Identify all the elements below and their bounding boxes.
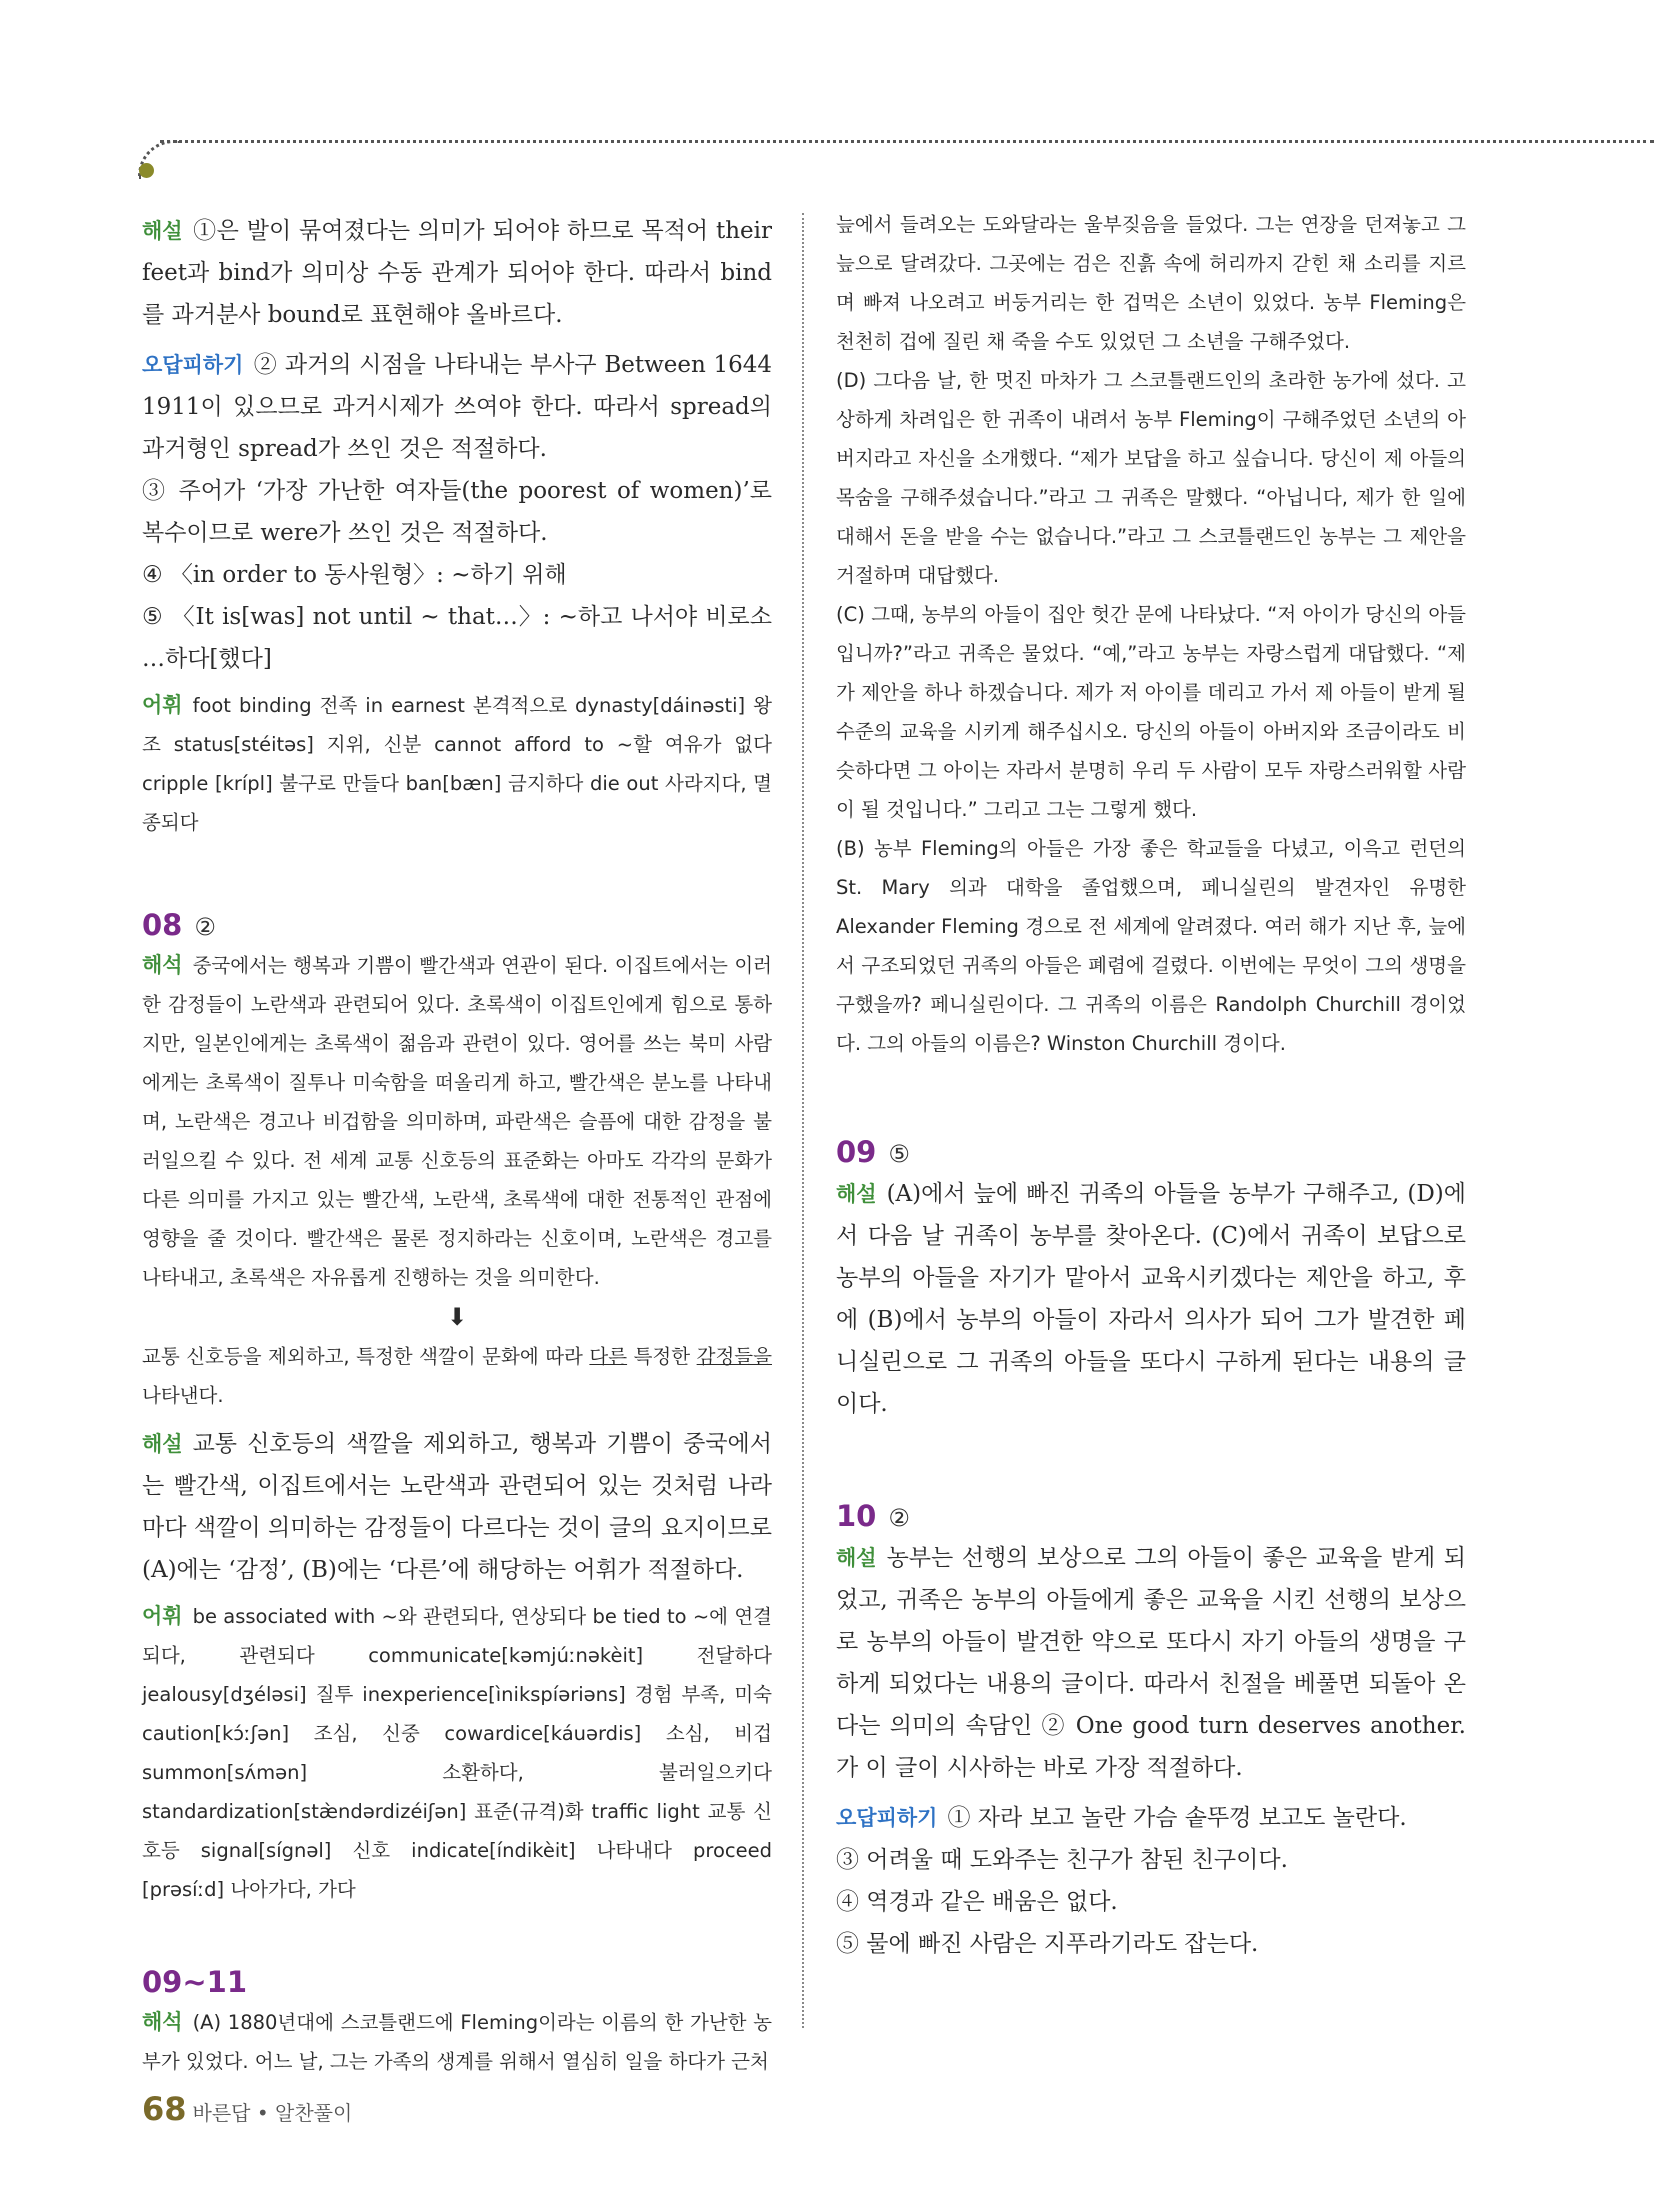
- question-answer: ②: [194, 913, 216, 941]
- explanation-paragraph: [836, 1173, 1466, 1425]
- question-10-heading: [836, 1499, 1466, 1533]
- explanation-text: 교통 신호등의 색깔을 제외하고, 행복과 기쁨이 중국에서는 빨간색, 이집트에서는 노란색과 관련되어 있는 것처럼 나라마다 색깔이 의미하는 감정들이 다르다는 것이 글의 요지이므로 (A)에는 ‘감정’, (B)에는 ‘다른’에 해당하는 어휘가 적절하다.: [142, 1431, 772, 1583]
- summary-text-a: 교통 신호등을 제외하고, 특정한 색깔이 문화에 따라: [142, 1345, 590, 1368]
- explanation-paragraph: [142, 1423, 772, 1591]
- summary-blank-b: 다른: [589, 1345, 628, 1368]
- header-dotted-line: [160, 140, 1654, 143]
- explanation-text: 농부는 선행의 보상으로 그의 아들이 좋은 교육을 받게 되었고, 귀족은 농부의 아들에게 좋은 교육을 시킨 선행의 보상으로 농부의 아들이 발견한 약으로 또다시 자기 아들의 생명을 구하게 되었다는 내용의 글이다. 따라서 친절을 베풀면 되돌아 온다는 의미의 속담인 ② One good turn deserves another.가 이 글이 시사하는 바로 가장 적절하다.: [836, 1545, 1466, 1781]
- vocabulary-label: 어휘: [142, 1604, 183, 1628]
- summary-sentence: [142, 1337, 772, 1415]
- explanation-label: 해설: [142, 219, 183, 243]
- question-answer: ②: [888, 1504, 910, 1532]
- translation-paragraph: [142, 946, 772, 1297]
- wrong-answer-paragraph: [836, 1797, 1466, 1839]
- explanation-text: (A)에서 늪에 빠진 귀족의 아들을 농부가 구해주고, (D)에서 다음 날 귀족이 농부를 찾아온다. (C)에서 귀족이 보답으로 농부의 아들을 자기가 맡아서 교육시키겠다는 제안을 하고, 후에 (B)에서 농부의 아들이 자라서 의사가 되어 그가 발견한 페니실린으로 그 귀족의 아들을 또다시 구하게 된다는 내용의 글이다.: [836, 1181, 1466, 1417]
- question-number: 09~11: [142, 1965, 248, 1999]
- down-arrow-icon: ⬇: [446, 1303, 468, 1331]
- translation-part-b: (B) 농부 Fleming의 아들은 가장 좋은 학교들을 다녔고, 이윽고 런던의 St. Mary 의과 대학을 졸업했으며, 페니실린의 발견자인 유명한 Alexander Fleming 경으로 전 세계에 알려졌다. 여러 해가 지난 후, 늪에서 구조되었던 귀족의 아들은 폐렴에 걸렸다. 이번에는 무엇이 그의 생명을 구했을까? 페니실린이다. 그 귀족의 이름은 Randolph Churchill 경이었다. 그의 아들의 이름은? Winston Churchill 경이다.: [836, 837, 1466, 1055]
- translation-part-d: (D) 그다음 날, 한 멋진 마차가 그 스코틀랜드인의 초라한 농가에 섰다. 고상하게 차려입은 한 귀족이 내려서 농부 Fleming이 구해주었던 소년의 아버지라고 자신을 소개했다. “제가 보답을 하고 싶습니다. 당신이 제 아들의 목숨을 구해주셨습니다.”라고 그 귀족은 말했다. “아닙니다, 제가 한 일에 대해서 돈을 받을 수는 없습니다.”라고 그 스코틀랜드인 농부는 그 제안을 거절하며 대답했다.: [836, 369, 1466, 587]
- note-4: ④ 〈in order to 동사원형〉: ~하기 위해: [142, 562, 567, 588]
- header-dot-decoration: [139, 163, 154, 178]
- wrong-answer-paragraph: [142, 344, 772, 470]
- book-title: 바른답 • 알찬풀이: [192, 2101, 353, 2125]
- page-number: 68: [142, 2090, 187, 2128]
- question-08-heading: [142, 908, 772, 942]
- translation-part-c: (C) 그때, 농부의 아들이 집안 헛간 문에 나타났다. “저 아이가 당신의 아들입니까?”라고 귀족은 물었다. “예,”라고 농부는 자랑스럽게 대답했다. “제가 제안을 하나 하겠습니다. 제가 저 아이를 데리고 가서 제 아들이 받게 될 수준의 교육을 시키게 해주십시오. 당신의 아들이 아버지와 조금이라도 비슷하다면 그 아이는 자라서 분명히 우리 두 사람이 모두 자랑스러워할 사람이 될 것입니다.” 그리고 그는 그렇게 했다.: [836, 603, 1466, 821]
- wrong-answer-text: ② 과거의 시점을 나타내는 부사구 Between 1644 1911이 있으므로 과거시제가 쓰여야 한다. 따라서 spread의 과거형인 spread가 쓰인 것은 적절하다.: [142, 352, 772, 462]
- explanation-paragraph: [836, 1537, 1466, 1789]
- wrong-answer-5: ⑤ 물에 빠진 사람은 지푸라기라도 잡는다.: [836, 1931, 1259, 1957]
- vocabulary-label: 어휘: [142, 693, 183, 717]
- note-5: ⑤ 〈It is[was] not until ~ that…〉: ~하고 나서야 비로소 …하다[했다]: [142, 604, 772, 672]
- question-number: 08: [142, 908, 183, 942]
- note-3: ③ 주어가 ‘가장 가난한 여자들(the poorest of women)’로 복수이므로 were가 쓰인 것은 적절하다.: [142, 478, 772, 546]
- question-number: 10: [836, 1499, 877, 1533]
- translation-paragraph: [142, 2003, 772, 2081]
- question-09-11-heading: [142, 1965, 772, 1999]
- explanation-label: 해설: [836, 1546, 877, 1570]
- translation-label: 해석: [142, 953, 183, 977]
- explanation-label: 해설: [836, 1182, 877, 1206]
- summary-text-c: 나타낸다.: [142, 1384, 224, 1407]
- page-footer: [142, 2090, 352, 2128]
- right-column: [836, 205, 1466, 1965]
- translation-text: 중국에서는 행복과 기쁨이 빨간색과 연관이 된다. 이집트에서는 이러한 감정들이 노란색과 관련되어 있다. 초록색이 이집트인에게 힘으로 통하지만, 일본인에게는 초록색이 젊음과 관련이 있다. 영어를 쓰는 북미 사람에게는 초록색이 질투나 미숙함을 떠올리게 하고, 빨간색은 분노를 나타내며, 노란색은 경고나 비겁함을 의미하며, 파란색은 슬픔에 대한 감정을 불러일으킬 수 있다. 전 세계 교통 신호등의 표준화는 아마도 각각의 문화가 다른 의미를 가지고 있는 빨간색, 노란색, 초록색에 대한 전통적인 관점에 영향을 줄 것이다. 빨간색은 물론 정지하라는 신호이며, 노란색은 경고를 나타내고, 초록색은 자유롭게 진행하는 것을 의미한다.: [142, 954, 772, 1289]
- left-column: [142, 210, 772, 2081]
- wrong-answer-label: 오답피하기: [142, 353, 244, 377]
- explanation-label: 해설: [142, 1432, 183, 1456]
- vocabulary-text: foot binding 전족 in earnest 본격적으로 dynasty[dáinəsti] 왕조 status[stéitəs] 지위, 신분 cannot afford to ~할 여유가 없다 cripple [krípl] 불구로 만들다 ban[bæn] 금지하다 die out 사라지다, 멸종되다: [142, 694, 772, 834]
- translation-label: 해석: [142, 2010, 183, 2034]
- summary-text-b: 특정한: [627, 1345, 697, 1368]
- wrong-answer-label: 오답피하기: [836, 1806, 938, 1830]
- wrong-answer-3: ③ 어려울 때 도와주는 친구가 참된 친구이다.: [836, 1847, 1288, 1873]
- column-divider: [802, 213, 804, 2028]
- summary-blank-a: 감정들을: [696, 1345, 772, 1368]
- translation-continued: 늪에서 들려오는 도와달라는 울부짖음을 들었다. 그는 연장을 던져놓고 그 늪으로 달려갔다. 그곳에는 검은 진흙 속에 허리까지 갇힌 채 소리를 지르며 빠져 나오려고 버둥거리는 한 겁먹은 소년이 있었다. 농부 Fleming은 천천히 겁에 질린 채 죽을 수도 있었던 그 소년을 구해주었다.: [836, 213, 1466, 353]
- vocabulary-paragraph: [142, 686, 772, 842]
- translation-text: (A) 1880년대에 스코틀랜드에 Fleming이라는 이름의 한 가난한 농부가 있었다. 어느 날, 그는 가족의 생계를 위해서 열심히 일을 하다가 근처: [142, 2011, 772, 2073]
- wrong-answer-text: ① 자라 보고 놀란 가슴 솥뚜껑 보고도 놀란다.: [947, 1805, 1407, 1831]
- vocabulary-text: be associated with ~와 관련되다, 연상되다 be tied to ~에 연결되다, 관련되다 communicate[kəmjúːnəkèit] 전달하다 jealousy[dʒéləsi] 질투 inexperience[ìnikspíəriəns] 경험 부족, 미숙 caution[kɔ́ːʃən] 조심, 신중 cowardice[káuərdis] 소심, 비겁 summon[sʌ́mən] 소환하다, 불러일으키다 standardization[stæ̀ndərdizéiʃən] 표준(규격)화 traffic light 교통 신호등 signal[sígnəl] 신호 indicate[índikèit] 나타내다 proceed [prəsíːd] 나아가다, 가다: [142, 1605, 772, 1901]
- question-09-heading: [836, 1135, 1466, 1169]
- vocabulary-paragraph: [142, 1597, 772, 1909]
- question-answer: ⑤: [888, 1140, 910, 1168]
- explanation-paragraph: [142, 210, 772, 336]
- explanation-text: ①은 발이 묶여졌다는 의미가 되어야 하므로 목적어 their feet과 bind가 의미상 수동 관계가 되어야 한다. 따라서 bind를 과거분사 bound로 표현해야 올바르다.: [142, 218, 772, 328]
- wrong-answer-4: ④ 역경과 같은 배움은 없다.: [836, 1889, 1118, 1915]
- question-number: 09: [836, 1135, 877, 1169]
